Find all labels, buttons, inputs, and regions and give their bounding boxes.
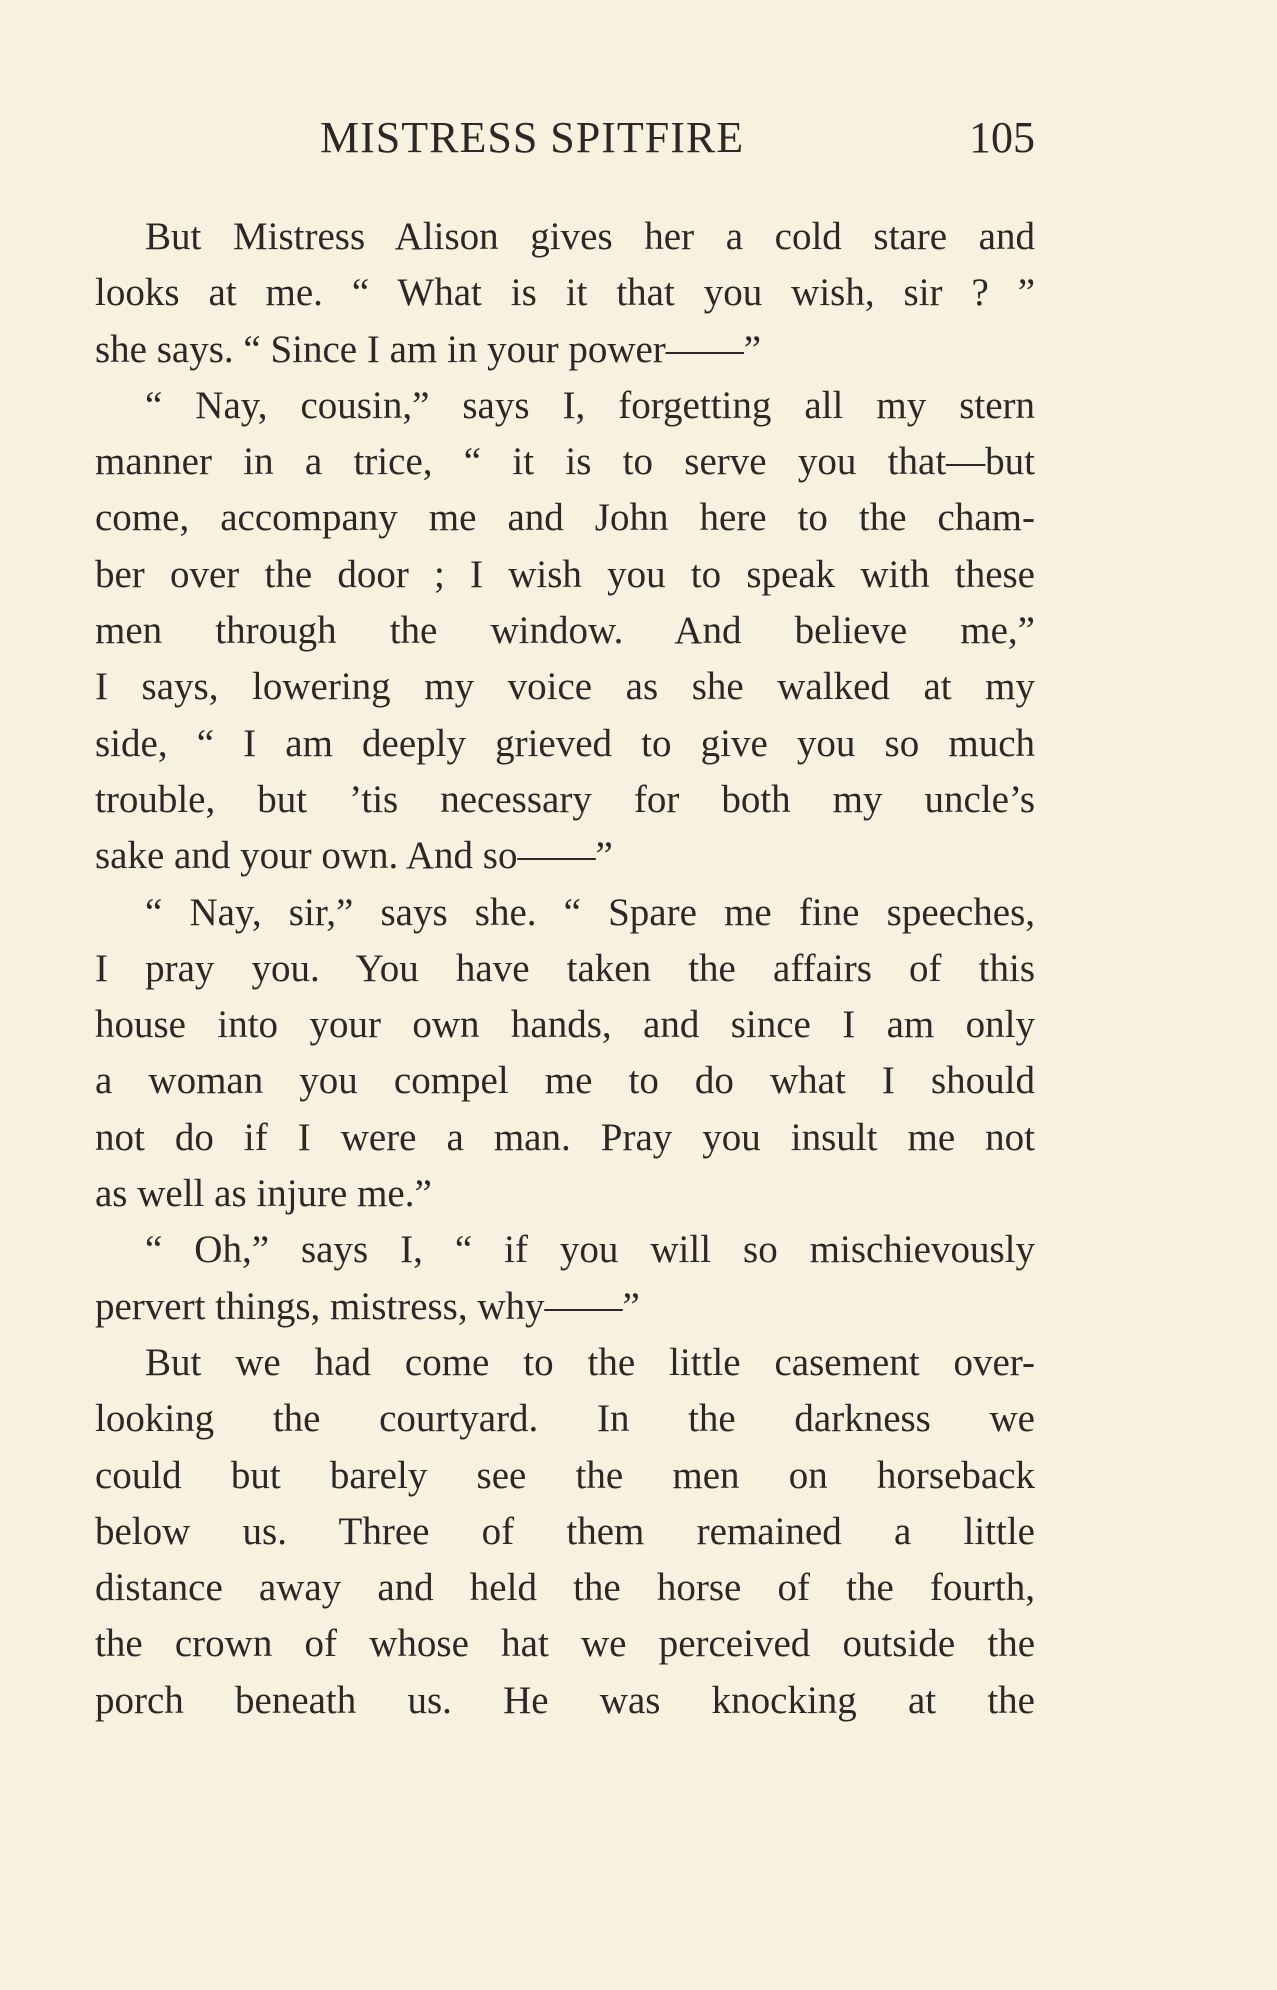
text-line: the crown of whose hat we perceived outside the [95, 1622, 1035, 1666]
text-line: looking the courtyard. In the darkness we [95, 1397, 1035, 1441]
text-line: porch beneath us. He was knocking at the [95, 1678, 1035, 1722]
text-line: come, accompany me and John here to the cham- [95, 496, 1035, 540]
text-line: below us. Three of them remained a little [95, 1509, 1035, 1553]
text-line: manner in a trice, “ it is to serve you that—but [95, 440, 1035, 484]
text-line: side, “ I am deeply grieved to give you so much [95, 721, 1035, 765]
text-line: “ Nay, cousin,” says I, forgetting all my stern [145, 383, 1035, 427]
page-number: 105 [969, 113, 1035, 162]
text-line: ber over the door ; I wish you to speak with these [95, 552, 1035, 596]
text-line: “ Oh,” says I, “ if you will so mischievously [145, 1228, 1035, 1272]
text-line: I says, lowering my voice as she walked at my [95, 665, 1035, 709]
text-line: I pray you. You have taken the affairs of this [95, 946, 1035, 990]
text-line: looks at me. “ What is it that you wish, sir ? ” [95, 271, 1035, 315]
text-line: pervert things, mistress, why——” [95, 1284, 640, 1328]
text-line: could but barely see the men on horseback [95, 1453, 1035, 1497]
text-line: as well as injure me.” [95, 1172, 432, 1216]
text-line: sake and your own. And so——” [95, 834, 613, 878]
text-line: not do if I were a man. Pray you insult me not [95, 1115, 1035, 1159]
text-line: house into your own hands, and since I am only [95, 1003, 1035, 1047]
text-line: distance away and held the horse of the fourth, [95, 1566, 1035, 1610]
text-line: But Mistress Alison gives her a cold stare and [145, 215, 1035, 258]
text-line: But we had come to the little casement over- [145, 1340, 1035, 1384]
text-line: a woman you compel me to do what I should [95, 1059, 1035, 1103]
text-line: men through the window. And believe me,” [95, 609, 1035, 653]
page-header [95, 108, 1035, 168]
text-line: trouble, but ’tis necessary for both my uncle’s [95, 777, 1035, 821]
body-text [95, 209, 1035, 1729]
running-title: MISTRESS SPITFIRE [320, 113, 745, 162]
text-line: she says. “ Since I am in your power——” [95, 327, 762, 371]
text-line: “ Nay, sir,” says she. “ Spare me fine speeches, [145, 890, 1035, 934]
